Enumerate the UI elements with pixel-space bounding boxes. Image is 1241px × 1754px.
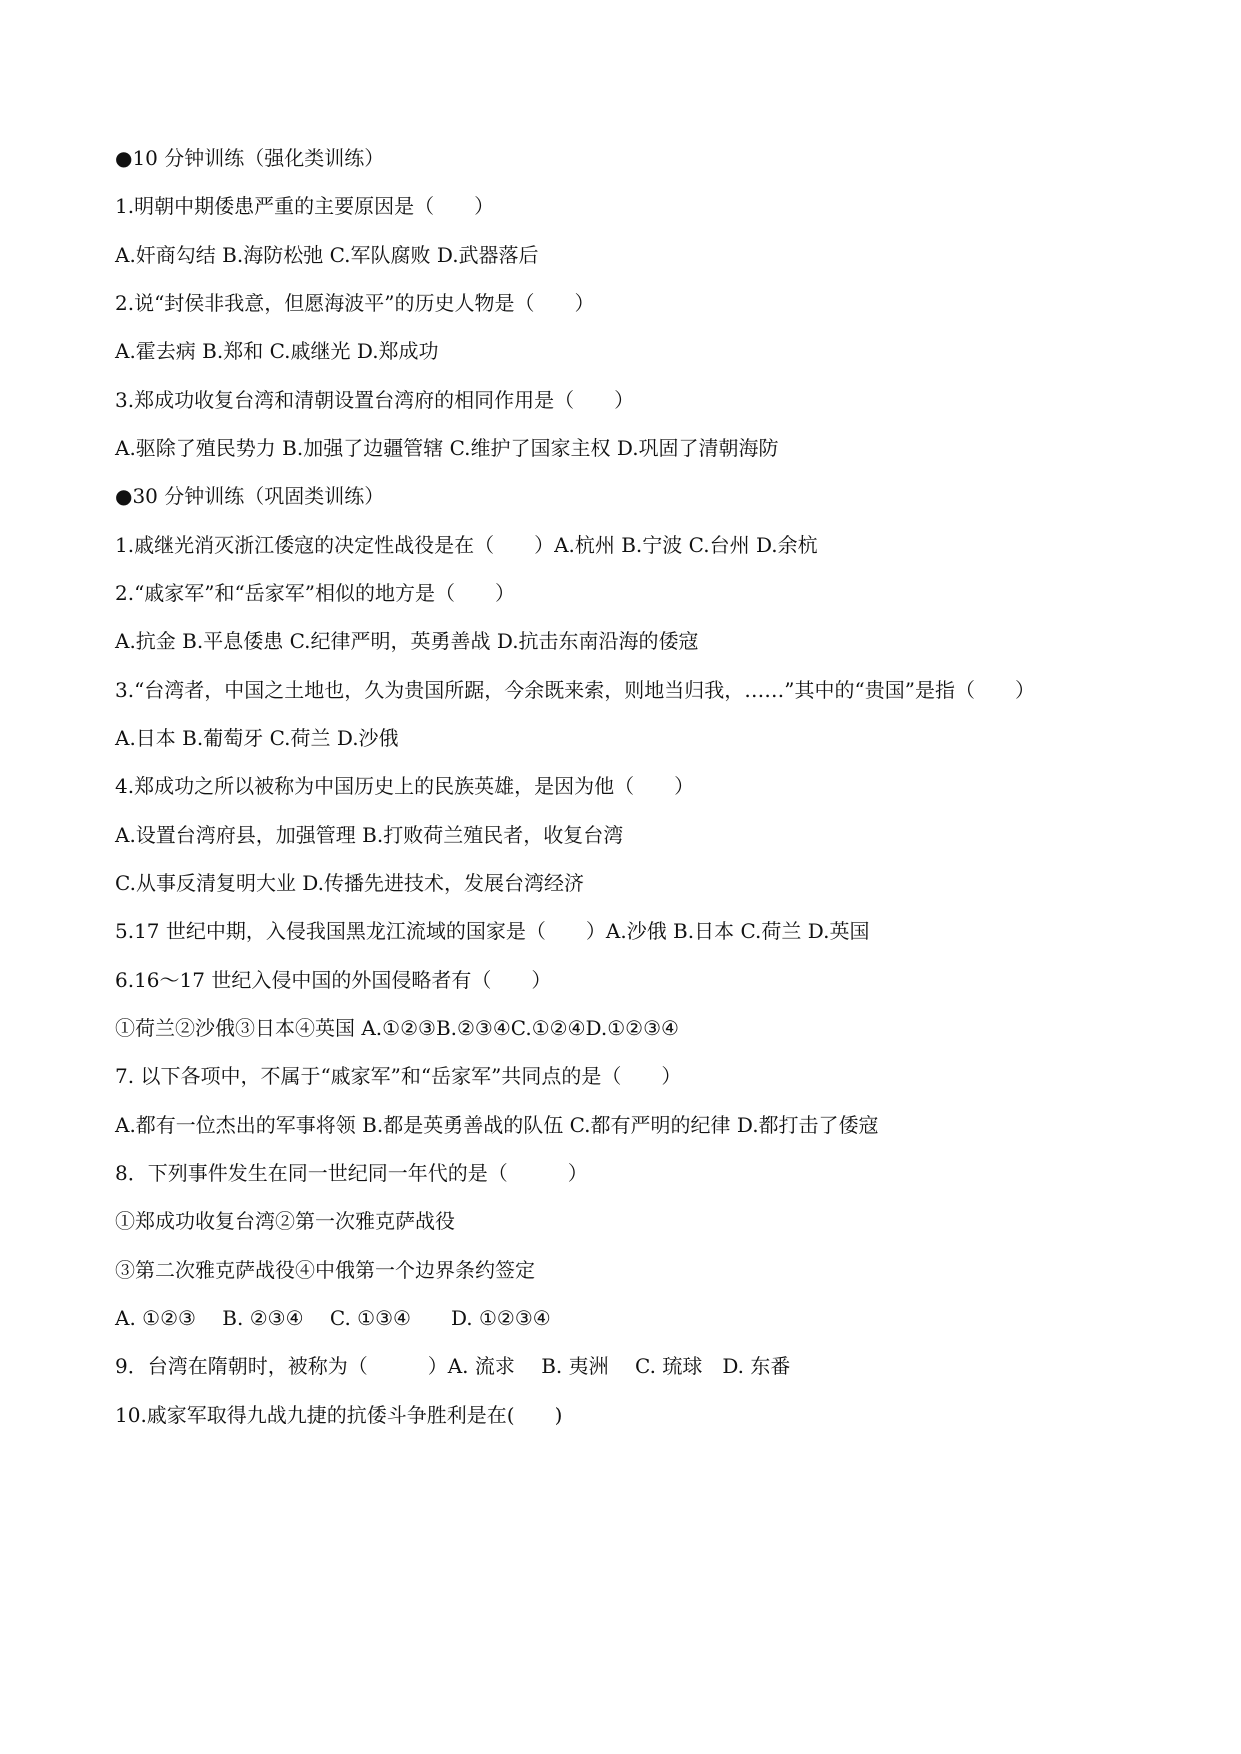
question-line: 10.戚家军取得九战九捷的抗倭斗争胜利是在( ) (115, 1403, 563, 1427)
question-line: 1.戚继光消灭浙江倭寇的决定性战役是在（ ）A.杭州 B.宁波 C.台州 D.余杭 (115, 533, 818, 557)
section-heading-10min: ●10 分钟训练（强化类训练） (115, 146, 385, 170)
options-line: A.霍去病 B.郑和 C.戚继光 D.郑成功 (115, 339, 439, 363)
question-line: 3.“台湾者，中国之土地也，久为贵国所踞，今余既来索，则地当归我，……”其中的“贵国”是指（ ） (115, 678, 1035, 702)
options-line: ①荷兰②沙俄③日本④英国 A.①②③B.②③④C.①②④D.①②③④ (115, 1016, 679, 1040)
options-line: A.奸商勾结 B.海防松弛 C.军队腐败 D.武器落后 (115, 243, 539, 267)
section-heading-30min: ●30 分钟训练（巩固类训练） (115, 484, 385, 508)
options-line: A.日本 B.葡萄牙 C.荷兰 D.沙俄 (115, 726, 399, 750)
options-line: C.从事反清复明大业 D.传播先进技术，发展台湾经济 (115, 871, 584, 895)
options-line: A.抗金 B.平息倭患 C.纪律严明，英勇善战 D.抗击东南沿海的倭寇 (115, 629, 699, 653)
options-line: A. ①②③ B. ②③④ C. ①③④ D. ①②③④ (115, 1306, 551, 1330)
options-line: A.设置台湾府县，加强管理 B.打败荷兰殖民者，收复台湾 (115, 823, 624, 847)
question-line: 8．下列事件发生在同一世纪同一年代的是（ ） (115, 1161, 588, 1185)
options-line: A.都有一位杰出的军事将领 B.都是英勇善战的队伍 C.都有严明的纪律 D.都打击了倭寇 (115, 1113, 879, 1137)
statement-line: ①郑成功收复台湾②第一次雅克萨战役 (115, 1209, 455, 1233)
question-line: 4.郑成功之所以被称为中国历史上的民族英雄，是因为他（ ） (115, 774, 695, 798)
question-line: 6.16～17 世纪入侵中国的外国侵略者有（ ） (115, 968, 552, 992)
question-line: 9．台湾在隋朝时，被称为（ ）A. 流求 B. 夷洲 C. 琉球 D. 东番 (115, 1354, 791, 1378)
options-line: A.驱除了殖民势力 B.加强了边疆管辖 C.维护了国家主权 D.巩固了清朝海防 (115, 436, 779, 460)
question-line: 2.“戚家军”和“岳家军”相似的地方是（ ） (115, 581, 515, 605)
question-line: 5.17 世纪中期，入侵我国黑龙江流域的国家是（ ）A.沙俄 B.日本 C.荷兰 D.英国 (115, 919, 870, 943)
question-line: 7. 以下各项中，不属于“戚家军”和“岳家军”共同点的是（ ） (115, 1064, 682, 1088)
statement-line: ③第二次雅克萨战役④中俄第一个边界条约签定 (115, 1258, 535, 1282)
question-line: 1.明朝中期倭患严重的主要原因是（ ） (115, 194, 495, 218)
question-line: 2.说“封侯非我意，但愿海波平”的历史人物是（ ） (115, 291, 595, 315)
question-line: 3.郑成功收复台湾和清朝设置台湾府的相同作用是（ ） (115, 388, 635, 412)
